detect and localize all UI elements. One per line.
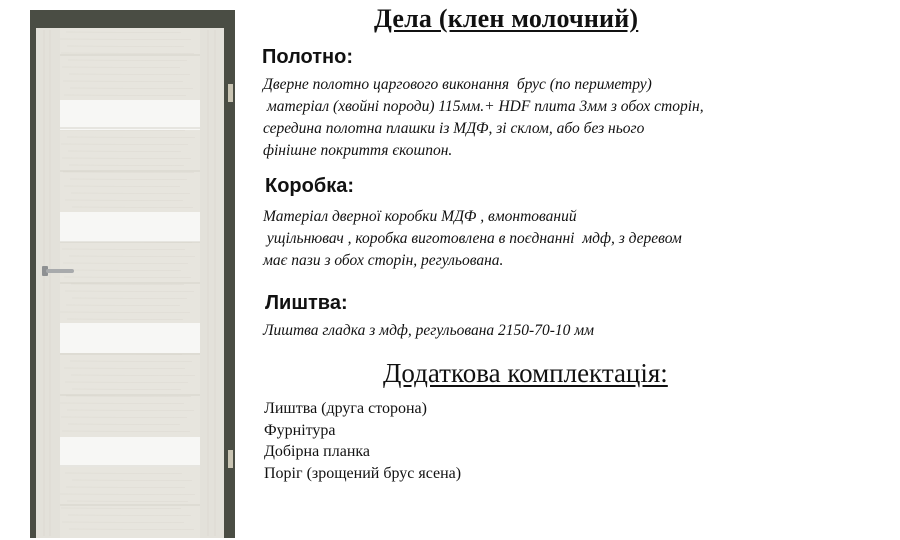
section-heading-korobka: Коробка: (265, 175, 355, 197)
section-text-lyshtva (263, 320, 594, 342)
section-text-polotno (263, 74, 704, 162)
section-heading-polotno: Полотно: (262, 46, 354, 68)
glass-strip (60, 100, 200, 130)
text-line: середина полотна плашки із МДФ, зі склом, або без нього (263, 120, 645, 137)
text-line: матеріал (хвойні породи) 115мм.+ HDF плита 3мм з обох сторін, (263, 98, 704, 115)
list-item: Поріг (зрощений брус ясена) (264, 464, 462, 482)
text-line: Матеріал дверної коробки МДФ , вмонтований (263, 208, 577, 225)
list-item: Добірна планка (264, 443, 371, 460)
section-heading-lyshtva: Лиштва: (265, 292, 348, 314)
extra-list (264, 398, 461, 484)
door-illustration (0, 0, 250, 540)
text-line: ущільнювач , коробка виготовлена в поєднанні мдф, з деревом (263, 230, 682, 247)
extra-heading: Додаткова комплектація: (383, 358, 668, 388)
hinge-bottom (228, 450, 233, 468)
door-stile-left (36, 28, 60, 538)
hinge-top (228, 84, 233, 102)
door-stile-right (200, 28, 224, 538)
page-title: Дела (клен молочний) (374, 4, 639, 33)
glass-strip (60, 437, 200, 467)
door-image-icon (0, 0, 250, 540)
text-line: Лиштва гладка з мдф, регульована 2150-70-10 мм (263, 322, 595, 339)
list-item: Лиштва (друга сторона) (264, 400, 427, 417)
list-item: Фурнітура (264, 421, 336, 439)
text-line: Дверне полотно царгового виконання брус (по периметру) (263, 76, 652, 93)
glass-strip (60, 212, 200, 242)
text-line: фінішне покриття єкошпон. (263, 142, 453, 159)
section-text-korobka (263, 206, 682, 272)
text-line: має пази з обох сторін, регульована. (263, 252, 504, 269)
glass-strip (60, 323, 200, 353)
